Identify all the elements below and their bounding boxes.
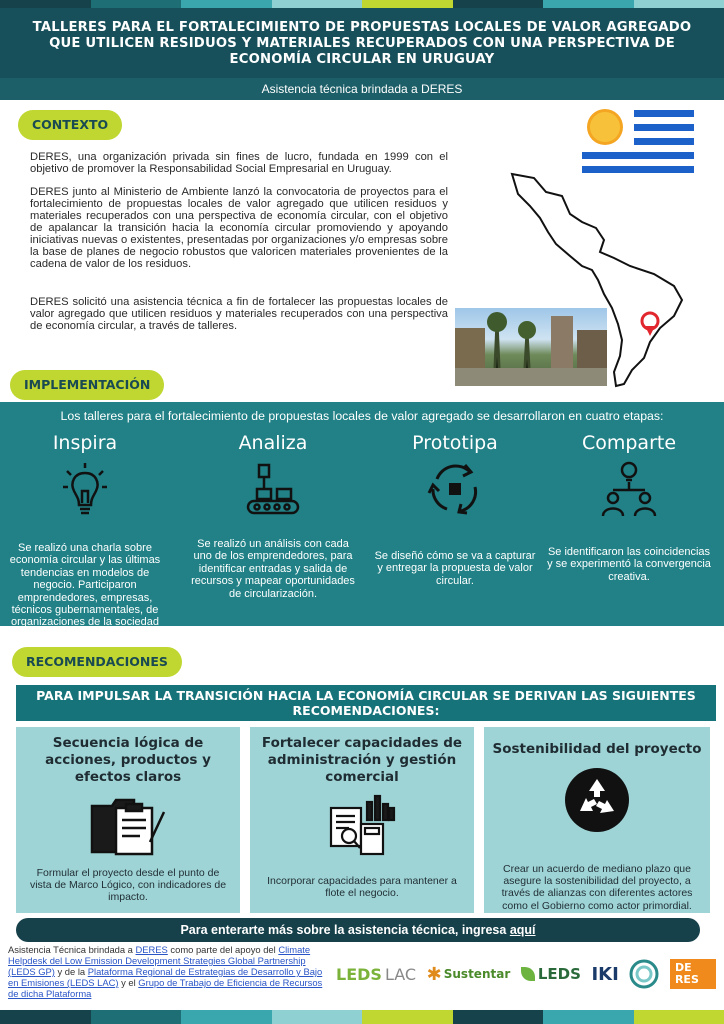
contexto-paragraph-2: DERES junto al Ministerio de Ambiente lanzó la convocatoria de proyectos para el fortalecimiento de propuestas locales de valor agregado que utilicen residuos y materiales recuperados con una perspectiva de economía circular, con el objetivo de apalancar la transición hacia la economía circular promoviendo y apoyando iniciativas nuevas o existentes, presentadas por organizaciones y/o empresas sobre la base de planes de negocio robustos que valoricen materiales provenientes de la cadena de valor de los residuos. (30, 186, 448, 270)
footer-text: Asistencia Técnica brindada a (8, 944, 133, 955)
cta-text: Para enterarte más sobre la asistencia técnica, ingresa (180, 923, 507, 937)
section-label-implementacion: IMPLEMENTACIÓN (10, 370, 164, 400)
sun-of-may-icon (590, 112, 620, 142)
more-info-bar (16, 918, 700, 942)
page-title: TALLERES PARA EL FORTALECIMIENTO DE PROPUESTAS LOCALES DE VALOR AGREGADO QUE UTILICEN RESIDUOS Y MATERIALES RECUPERADOS CON UNA PERSPECTIVA DE ECONOMÍA CIRCULAR EN URUGUAY (32, 20, 692, 67)
stage-comparte (540, 432, 718, 583)
stage-title: Prototipa (412, 432, 498, 454)
stage-description: Se diseñó cómo se va a capturar y entregar la propuesta de valor circular. (374, 550, 536, 587)
stage-prototipa (366, 432, 544, 587)
sustentar-logo: ✱ Sustentar (426, 963, 511, 985)
leds-gp-logo: LEDS (521, 965, 581, 983)
footer-text: como parte del apoyo del (167, 944, 276, 955)
section-label-recomendaciones: RECOMENDACIONES (12, 647, 182, 677)
top-color-bar (0, 0, 724, 8)
link-leds-gp[interactable]: Climate Helpdesk del Low Emission Development Strategies Global Partnership (LEDS GP) (8, 944, 311, 977)
link-leds-lac[interactable]: Plataforma Regional de Estrategias de Desarrollo y Bajo en Emisiones (LEDS LAC) (8, 966, 323, 988)
stage-description: Se identificaron las coincidencias y se experimentó la convergencia creativa. (547, 546, 711, 583)
calculator-report-icon (250, 786, 474, 866)
stage-inspira (0, 432, 174, 641)
recommendation-card-2 (250, 727, 474, 913)
card-description: Formular el proyecto desde el punto de vista de Marco Lógico, con indicadores de impacto. (29, 867, 227, 904)
link-grupo-trabajo[interactable]: Grupo de Trabajo de Eficiencia de Recursos de dicha Plataforma (8, 977, 323, 999)
stage-title: Inspira (52, 432, 118, 454)
recycle-icon (484, 758, 710, 842)
implementation-intro: Los talleres para el fortalecimiento de propuestas locales de valor agregado se desarrollaron en cuatro etapas: (60, 409, 664, 423)
recycle-arrows-icon (366, 458, 544, 520)
partner-logos (336, 954, 716, 994)
footer-credits (8, 944, 332, 999)
bottom-color-bar (0, 1010, 724, 1024)
footer-text: y de la (54, 966, 88, 977)
stage-analiza (184, 432, 362, 600)
leds-lac-logo: LEDS LAC (336, 964, 417, 984)
cta-link[interactable]: aquí (509, 923, 536, 937)
recommendation-card-3 (484, 727, 710, 913)
card-title: Sostenibilidad del proyecto (492, 741, 702, 757)
contexto-paragraph-1: DERES, una organización privada sin fines de lucro, fundada en 1999 con el objetivo de promover la Responsabilidad Social Empresarial en Uruguay. (30, 151, 448, 175)
recommendations-banner: PARA IMPULSAR LA TRANSICIÓN HACIA LA ECONOMÍA CIRCULAR SE DERIVAN LAS SIGUIENTES RECOMENDACIONES: (16, 685, 716, 721)
card-title: Fortalecer capacidades de administración y gestión comercial (261, 735, 463, 785)
stage-title: Analiza (238, 432, 308, 454)
recommendation-card-1 (16, 727, 240, 913)
stage-description: Se realizó una charla sobre economía circular y las últimas tendencias en modelos de negocio. Participaron emprendedores, empresas, técnicos gubernamentales, de organizaciones de la sociedad civil, etc. (9, 542, 161, 641)
card-title: Secuencia lógica de acciones, productos y efectos claros (45, 735, 211, 785)
footer-text: y el (118, 977, 139, 988)
stage-description: Se realizó un análisis con cada uno de los emprendedores, para identificar entradas y salida de recursos y mapear oportunidades de circularización. (191, 538, 355, 600)
section-label-contexto: CONTEXTO (18, 110, 122, 140)
contexto-paragraph-3: DERES solicitó una asistencia técnica a fin de fortalecer las propuestas locales de valor agregado que utilicen residuos y materiales recuperados con una perspectiva de economía circular, a través de talleres. (30, 296, 448, 332)
target-circle-logo (629, 959, 659, 989)
card-description: Incorporar capacidades para mantener a flote el negocio. (267, 875, 457, 900)
page-subtitle: Asistencia técnica brindada a DERES (0, 78, 724, 100)
deres-logo: DE RES (670, 959, 716, 989)
card-description: Crear un acuerdo de mediano plazo que asegure la sostenibilidad del proyecto, a través de alianzas con diferentes actores como el Gobierno como actor primordial. (501, 863, 693, 912)
lightbulb-icon (0, 458, 174, 520)
link-deres[interactable]: DERES (135, 944, 168, 955)
stage-title: Comparte (581, 432, 677, 454)
people-idea-icon (540, 458, 718, 520)
clipboard-icon (16, 786, 240, 866)
iki-logo: IKI (591, 963, 619, 985)
montevideo-photo (455, 308, 607, 386)
conveyor-icon (184, 458, 362, 520)
